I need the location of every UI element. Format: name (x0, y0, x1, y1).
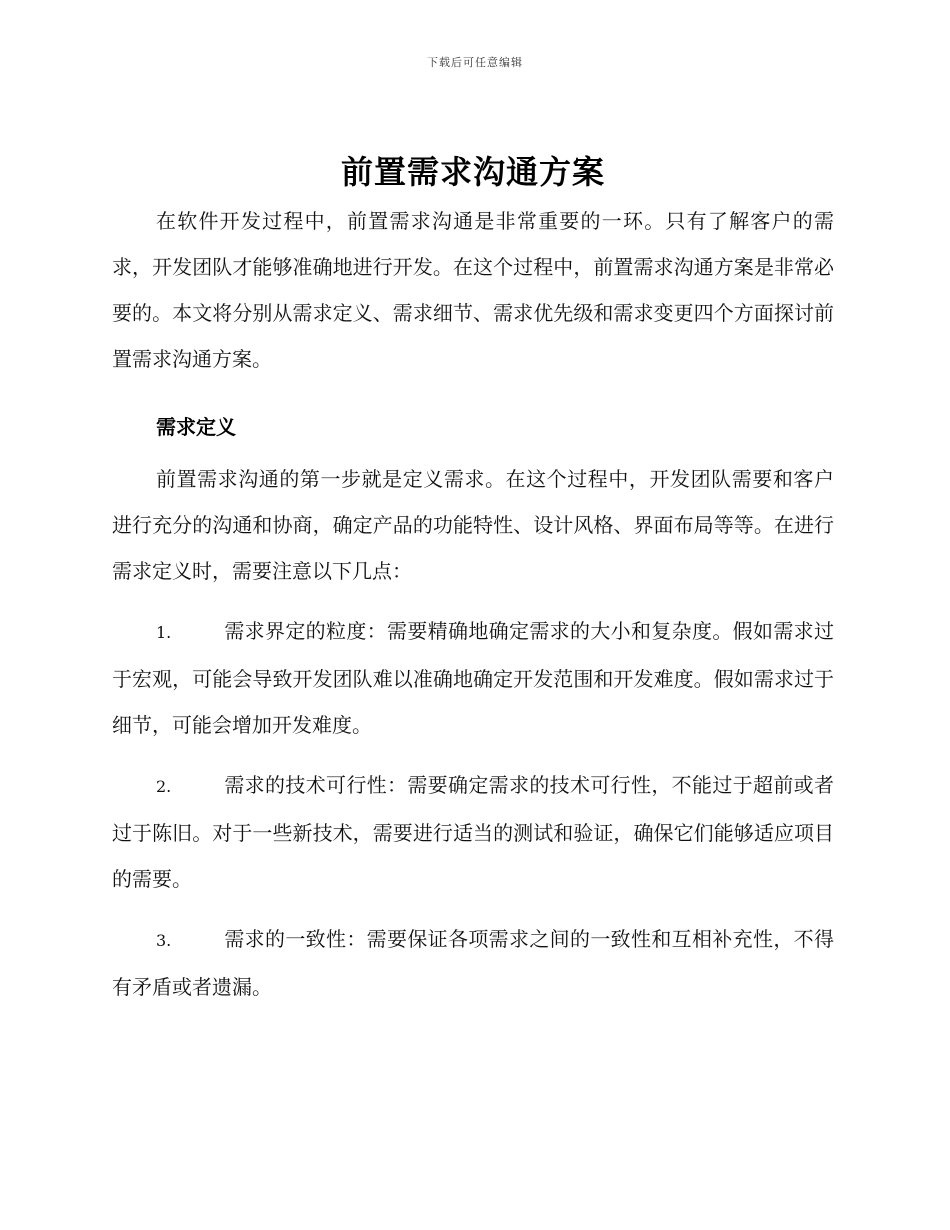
header-note: 下载后可任意编辑 (427, 56, 523, 69)
list-item-number: 2. (156, 777, 172, 796)
list-item-text: 需求界定的粒度：需要精确地确定需求的大小和复杂度。假如需求过于宏观，可能会导致开发团队难以准确地确定开发范围和开发难度。假如需求过于细节，可能会增加开发难度。 (112, 619, 834, 737)
list-item-number: 1. (156, 623, 172, 642)
section-heading-definition: 需求定义 (156, 415, 236, 439)
list-item-number: 3. (156, 931, 172, 950)
definition-paragraph: 前置需求沟通的第一步就是定义需求。在这个过程中，开发团队需要和客户进行充分的沟通和协商，确定产品的功能特性、设计风格、界面布局等等。在进行需求定义时，需要注意以下几点： (112, 467, 834, 583)
list-item-text: 需求的技术可行性：需要确定需求的技术可行性，不能过于超前或者过于陈旧。对于一些新技术，需要进行适当的测试和验证，确保它们能够适应项目的需要。 (112, 773, 834, 891)
list-item-text: 需求的一致性：需要保证各项需求之间的一致性和互相补充性，不得有矛盾或者遗漏。 (112, 927, 834, 999)
list-item (112, 608, 834, 748)
page-title: 前置需求沟通方案 (340, 153, 605, 191)
document-body (112, 150, 834, 1010)
intro-paragraph: 在软件开发过程中，前置需求沟通是非常重要的一环。只有了解客户的需求，开发团队才能够准确地进行开发。在这个过程中，前置需求沟通方案是非常必要的。本文将分别从需求定义、需求细节、需求优先级和需求变更四个方面探讨前置需求沟通方案。 (112, 209, 834, 371)
list-item (112, 762, 834, 902)
list-item (112, 916, 834, 1010)
